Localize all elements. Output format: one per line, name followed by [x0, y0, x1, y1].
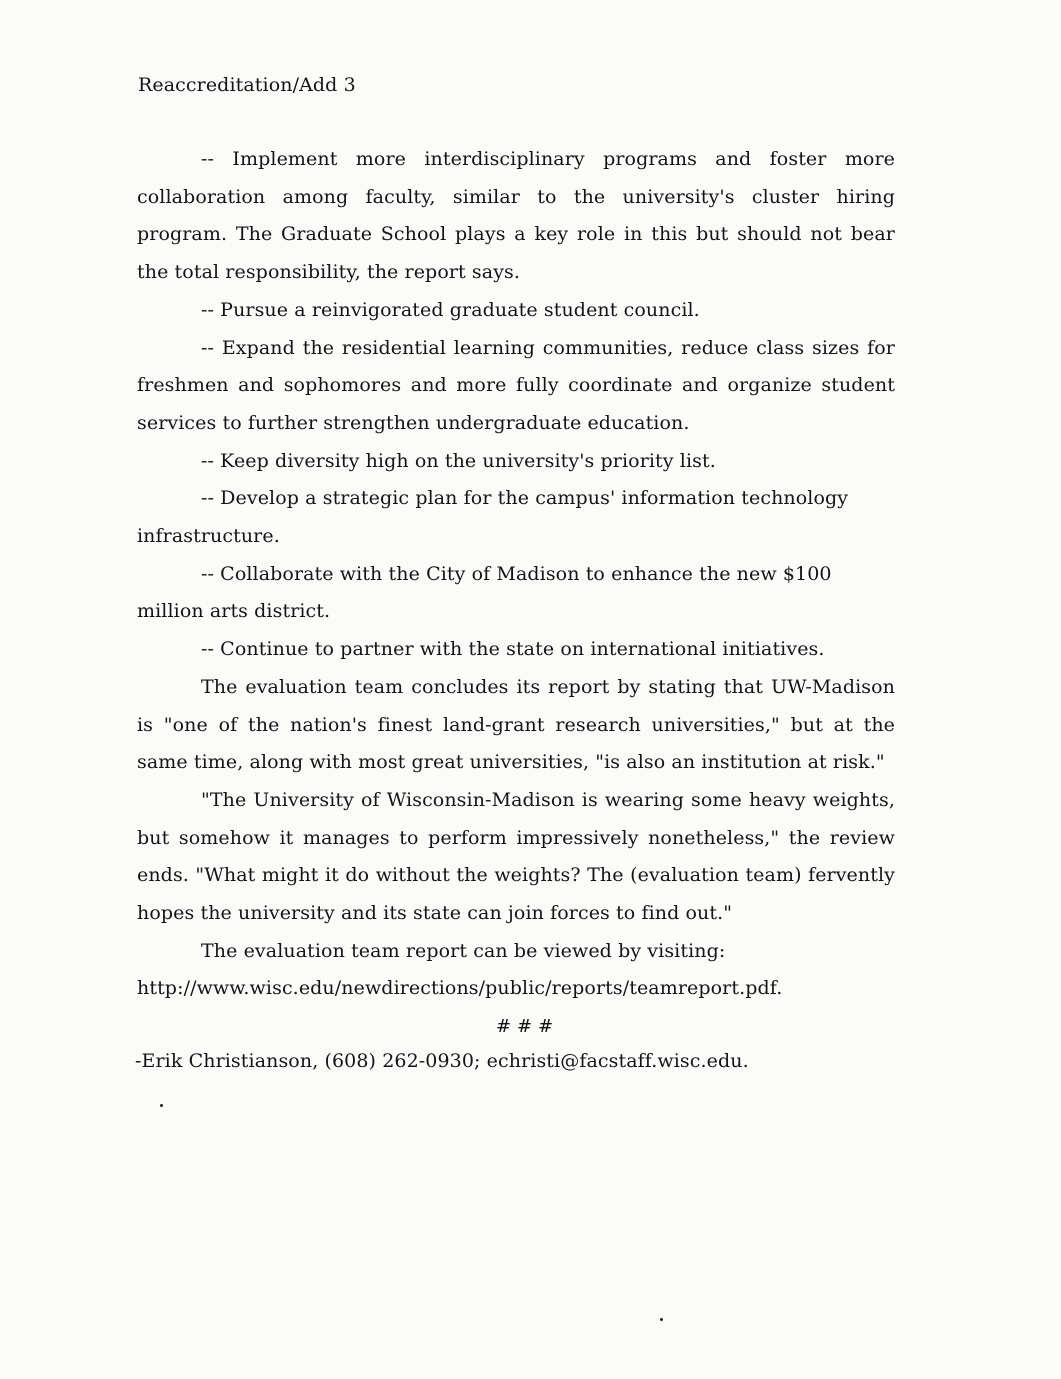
paragraph-review-quote: "The University of Wisconsin-Madison is wearing some heavy weights, but somehow it manages to perform impressively nonetheless," the review ends. "What might it do without the weights? The (evaluation team) fervently hopes the university and its state can join forces to find out."	[137, 788, 895, 925]
paragraph-interdisciplinary: -- Implement more interdisciplinary programs and foster more collaboration among faculty, similar to the university's cluster hiring program. The Graduate School plays a key role in this but should not bear the total responsibility, the report says.	[137, 148, 895, 284]
paper-speck	[160, 1104, 163, 1107]
paragraph-report-link-intro: The evaluation team report can be viewed by visiting:	[201, 939, 726, 962]
paragraph-it-plan: -- Develop a strategic plan for the campus' information technology infrastructure.	[137, 487, 849, 548]
paragraph-arts-district: -- Collaborate with the City of Madison to enhance the new $100 million arts district.	[137, 562, 832, 623]
paper-speck	[660, 1318, 663, 1321]
report-url: http://www.wisc.edu/newdirections/public/reports/teamreport.pdf.	[137, 977, 783, 1000]
paragraph-evaluation-conclusion: The evaluation team concludes its report by stating that UW-Madison is "one of the nation's finest land-grant research universities," but at the same time, along with most great universities, "is also an institution at risk."	[137, 675, 895, 774]
paragraph-graduate-council: -- Pursue a reinvigorated graduate student council.	[201, 298, 700, 321]
paragraph-diversity: -- Keep diversity high on the university's priority list.	[201, 449, 716, 472]
contact-line: -Erik Christianson, (608) 262-0930; echristi@facstaff.wisc.edu.	[135, 1050, 749, 1072]
page-header: Reaccreditation/Add 3	[138, 74, 356, 96]
body-text	[137, 141, 895, 1008]
paragraph-international: -- Continue to partner with the state on international initiatives.	[201, 638, 825, 661]
end-mark: # # #	[496, 1016, 554, 1037]
paragraph-residential-learning: -- Expand the residential learning communities, reduce class sizes for freshmen and sophomores and more fully coordinate and organize student services to further strengthen undergraduate education.	[137, 336, 895, 434]
